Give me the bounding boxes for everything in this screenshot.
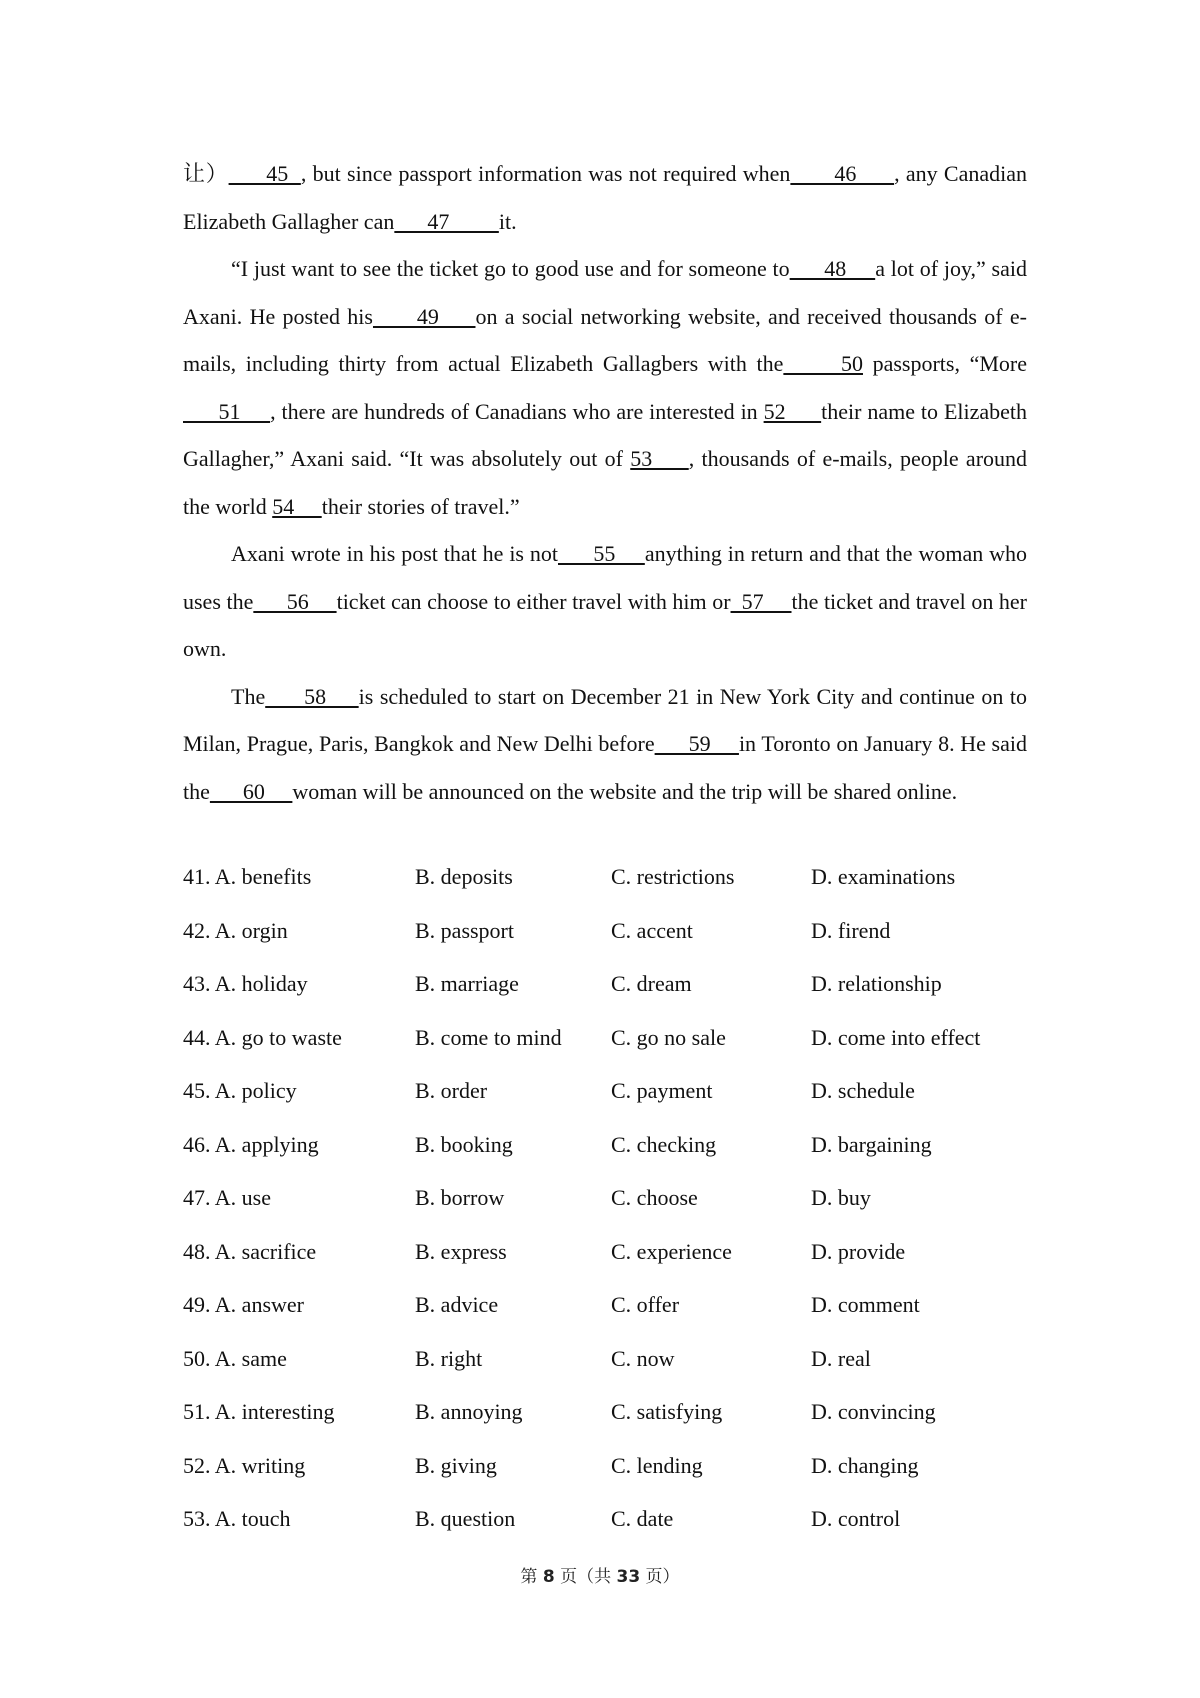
- option-b: B. express: [415, 1238, 507, 1264]
- passage-text: it.: [498, 208, 517, 234]
- page-footer: [0, 1562, 1200, 1587]
- option-c: C. now: [611, 1345, 675, 1371]
- option-b: B. come to mind: [415, 1024, 562, 1050]
- option-b: B. advice: [415, 1292, 499, 1317]
- paragraph-2: [183, 245, 1027, 530]
- passage-text: on a social networking website, and received thousands of e-mails, including thirty from actual Elizabeth Gallagbers with the: [183, 303, 1028, 376]
- option-b: B. booking: [415, 1131, 513, 1157]
- paragraph-3: [183, 530, 1027, 673]
- passage-text: Axani wrote in his post that he is not: [231, 541, 558, 566]
- answer-blank: 59: [654, 731, 739, 756]
- passage-text: ticket can choose to either travel with him or: [336, 588, 731, 614]
- option-a: 52. A. writing: [183, 1452, 306, 1478]
- option-b: B. passport: [415, 917, 514, 943]
- option-d: D. changing: [811, 1452, 919, 1478]
- passage-text: , but since passport information was not required when: [300, 161, 791, 186]
- passage-text: “I just want to see the ticket go to good use and for someone to: [231, 256, 790, 281]
- question-row: [183, 1239, 1027, 1293]
- option-d: D. firend: [811, 917, 891, 943]
- option-d: D. relationship: [811, 971, 942, 996]
- option-c: C. restrictions: [611, 864, 735, 889]
- question-row: [183, 1292, 1027, 1346]
- option-b: B. giving: [415, 1452, 497, 1478]
- answer-blank: 58: [265, 683, 359, 709]
- option-a: 48. A. sacrifice: [183, 1238, 317, 1264]
- option-d: D. comment: [811, 1292, 920, 1317]
- option-c: C. payment: [611, 1078, 713, 1103]
- passage-text: is scheduled to start on December 21 in New York City and continue on to Milan, Prague, Paris, Bangkok and New Delhi before: [183, 683, 1027, 756]
- passage-text: a lot of joy,” said Axani. He posted his: [183, 256, 1027, 329]
- question-row: [183, 918, 1027, 972]
- answer-blank: 52: [763, 398, 822, 424]
- option-c: C. accent: [611, 917, 693, 943]
- option-a: 43. A. holiday: [183, 971, 308, 996]
- passage-text: their stories of travel.”: [321, 493, 520, 519]
- passage-text: their name to Elizabeth Gallagher,” Axani said. “It was absolutely out of: [183, 398, 1028, 471]
- option-c: C. choose: [611, 1185, 698, 1210]
- passage-text: in Toronto on January 8. He said the: [183, 731, 1027, 804]
- passage-text: woman will be announced on the website and the trip will be shared online.: [292, 778, 958, 804]
- passage: [183, 150, 1027, 815]
- option-a: 45. A. policy: [183, 1078, 297, 1103]
- option-c: C. checking: [611, 1131, 717, 1157]
- option-a: 49. A. answer: [183, 1292, 304, 1317]
- option-c: C. offer: [611, 1292, 680, 1317]
- option-d: D. provide: [811, 1238, 906, 1264]
- option-c: C. date: [611, 1506, 674, 1531]
- option-c: C. dream: [611, 971, 692, 996]
- paragraph-1: [183, 150, 1027, 245]
- option-a: 53. A. touch: [183, 1506, 291, 1531]
- page-number: 8: [542, 1567, 555, 1587]
- option-d: D. come into effect: [811, 1024, 981, 1050]
- footer-middle: 页（共: [554, 1567, 617, 1587]
- option-a: 44. A. go to waste: [183, 1024, 342, 1050]
- option-a: 46. A. applying: [183, 1131, 319, 1157]
- option-a: 47. A. use: [183, 1185, 271, 1210]
- option-b: B. order: [415, 1078, 488, 1103]
- option-c: C. satisfying: [611, 1399, 723, 1424]
- answer-blank: 54: [272, 493, 322, 519]
- passage-text: , any Canadian Elizabeth Gallagher can: [183, 161, 1027, 234]
- option-c: C. lending: [611, 1452, 703, 1478]
- question-list: [183, 864, 1027, 1560]
- option-d: D. schedule: [811, 1078, 915, 1103]
- footer-prefix: 第: [520, 1567, 543, 1587]
- question-row: [183, 864, 1027, 918]
- question-row: [183, 1506, 1027, 1560]
- option-b: B. deposits: [415, 864, 513, 889]
- option-b: B. marriage: [415, 971, 519, 996]
- passage-text: 让）: [183, 161, 229, 186]
- passage-text: passports, “More: [862, 351, 1027, 376]
- question-row: [183, 1025, 1027, 1079]
- option-a: 41. A. benefits: [183, 864, 312, 889]
- option-d: D. convincing: [811, 1399, 936, 1424]
- answer-blank: 55: [558, 541, 645, 566]
- option-b: B. question: [415, 1506, 516, 1531]
- answer-blank: 48: [789, 256, 876, 281]
- answer-blank: 56: [253, 588, 337, 614]
- paragraph-4: [183, 673, 1027, 816]
- answer-blank: 49: [372, 303, 476, 329]
- passage-text: , thousands of e-mails, people around the world: [183, 446, 1028, 519]
- option-a: 50. A. same: [183, 1345, 287, 1371]
- answer-blank: 50: [783, 351, 863, 376]
- answer-blank: 47: [394, 208, 499, 234]
- answer-blank: 46: [790, 161, 895, 186]
- option-c: C. experience: [611, 1238, 732, 1264]
- passage-text: The: [231, 683, 266, 709]
- option-d: D. real: [811, 1345, 871, 1371]
- option-a: 51. A. interesting: [183, 1399, 335, 1424]
- question-row: [183, 1078, 1027, 1132]
- passage-text: anything in return and that the woman who uses the: [183, 541, 1027, 614]
- page-total: 33: [616, 1567, 641, 1587]
- answer-blank: 53: [630, 446, 689, 471]
- option-b: B. borrow: [415, 1185, 505, 1210]
- answer-blank: 60: [209, 778, 293, 804]
- option-d: D. bargaining: [811, 1131, 932, 1157]
- answer-blank: 51: [183, 398, 271, 424]
- question-row: [183, 971, 1027, 1025]
- option-a: 42. A. orgin: [183, 917, 288, 943]
- question-row: [183, 1453, 1027, 1507]
- option-c: C. go no sale: [611, 1024, 726, 1050]
- footer-suffix: 页）: [640, 1567, 680, 1587]
- option-b: B. annoying: [415, 1399, 523, 1424]
- option-d: D. buy: [811, 1185, 871, 1210]
- option-b: B. right: [415, 1345, 483, 1371]
- question-row: [183, 1185, 1027, 1239]
- passage-text: the ticket and travel on her own.: [183, 588, 1028, 661]
- passage-text: , there are hundreds of Canadians who are interested in: [270, 398, 764, 424]
- question-row: [183, 1399, 1027, 1453]
- option-d: D. control: [811, 1506, 901, 1531]
- answer-blank: 57: [730, 588, 792, 614]
- question-row: [183, 1132, 1027, 1186]
- option-d: D. examinations: [811, 864, 956, 889]
- answer-blank: 45: [228, 161, 301, 186]
- question-row: [183, 1346, 1027, 1400]
